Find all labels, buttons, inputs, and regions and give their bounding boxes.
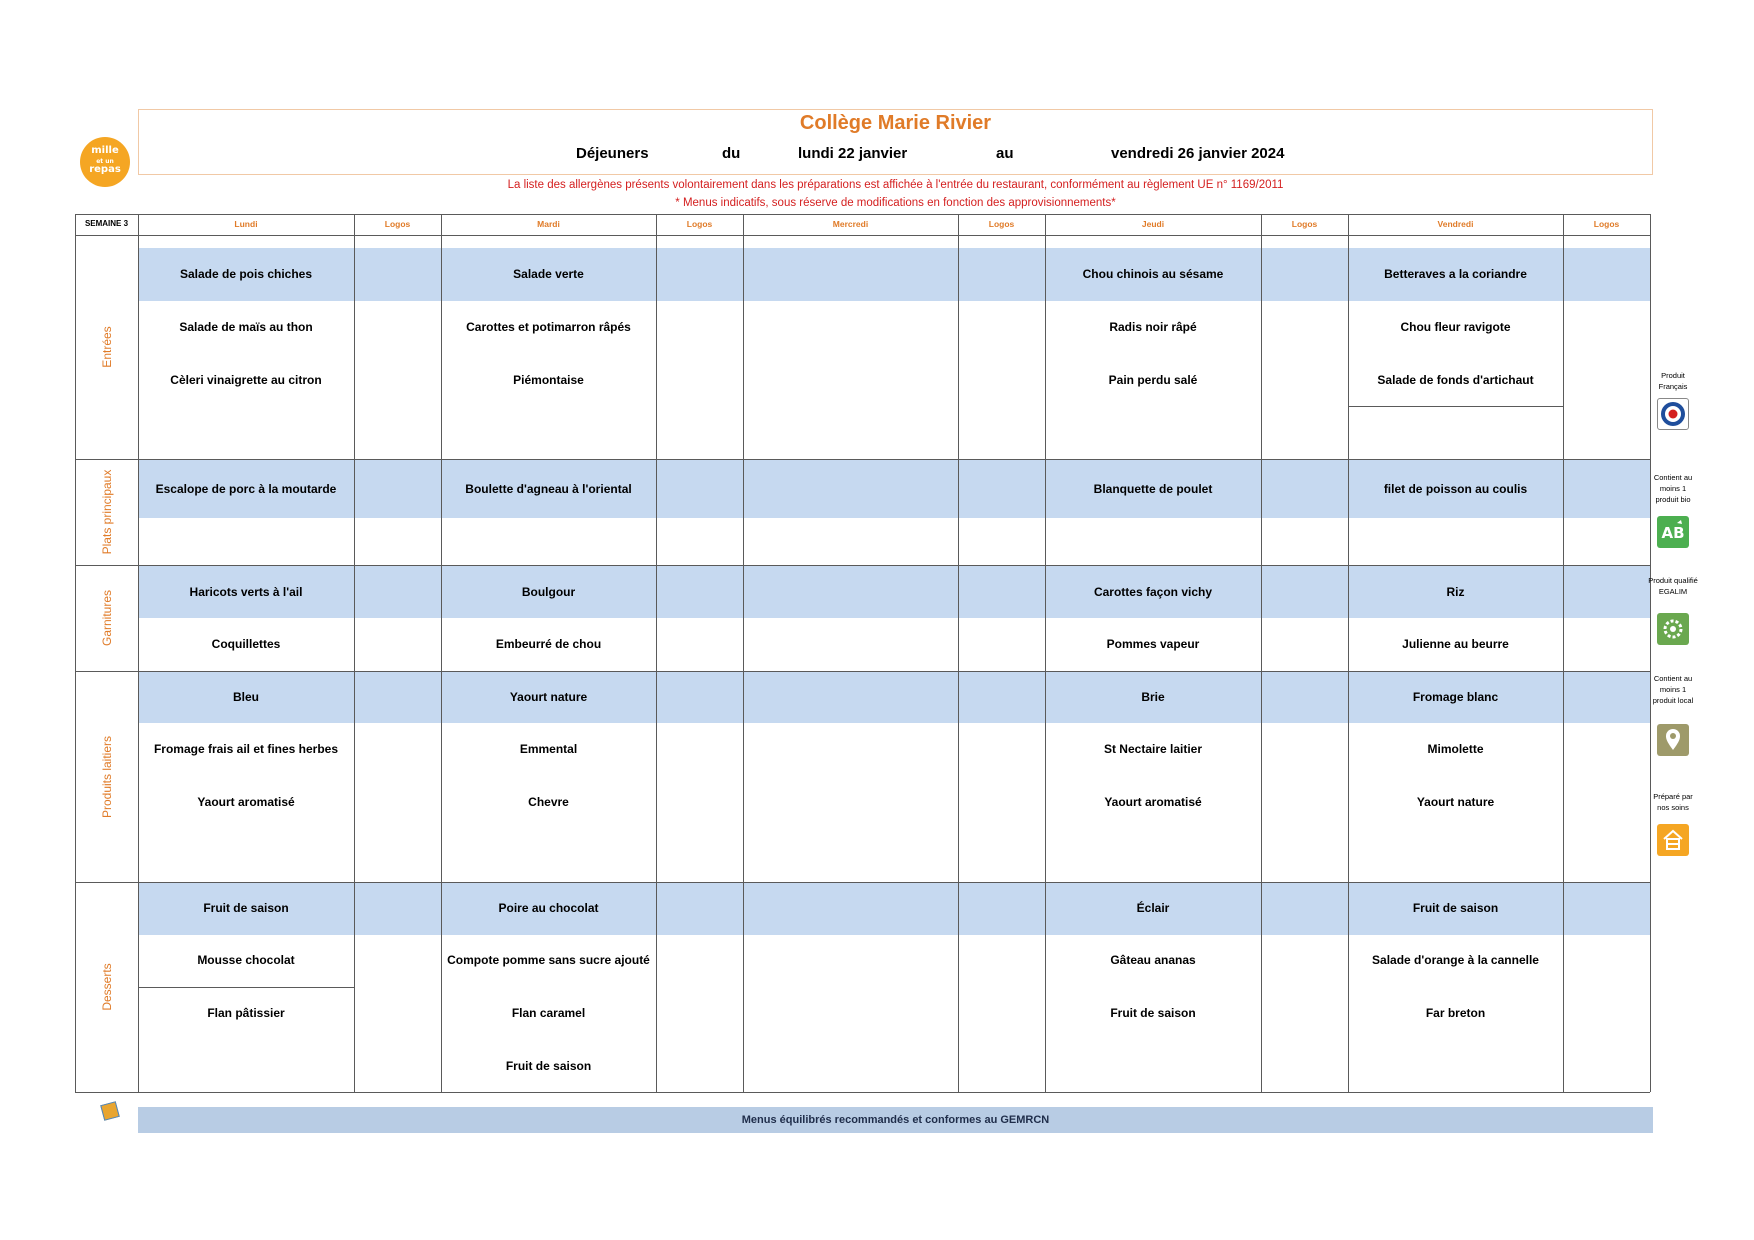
legend-label: Produit Français <box>1658 371 1688 391</box>
menu-item-vendredi-entrees: Chou fleur ravigote <box>1400 320 1511 334</box>
logo-line-1: mille <box>91 145 119 156</box>
menu-item-lundi-desserts: Flan pâtissier <box>207 1006 285 1020</box>
menu-item-vendredi-garnitures: Julienne au beurre <box>1402 637 1509 651</box>
logos-header-mardi: Logos <box>686 219 713 229</box>
grid-line-horizontal <box>75 214 1650 215</box>
menu-item-vendredi-garnitures: Riz <box>1446 585 1465 599</box>
menu-item-jeudi-desserts: Fruit de saison <box>1110 1006 1196 1020</box>
menu-item-jeudi-laitiers: Yaourt aromatisé <box>1104 795 1202 809</box>
grid-line-vertical <box>656 214 657 1092</box>
grid-line-vertical <box>743 214 744 1092</box>
menu-item-mardi-laitiers: Emmental <box>519 742 578 756</box>
menu-item-mardi-desserts: Fruit de saison <box>505 1059 592 1073</box>
menu-item-lundi-desserts: Mousse chocolat <box>197 953 295 967</box>
menu-item-mardi-desserts: Compote pomme sans sucre ajouté <box>447 953 650 967</box>
menu-item-vendredi-desserts: Far breton <box>1425 1006 1486 1020</box>
logos-header-lundi: Logos <box>384 219 411 229</box>
grid-line-horizontal <box>75 1092 1650 1093</box>
menu-item-jeudi-garnitures: Carottes façon vichy <box>1093 585 1213 599</box>
roundel-icon <box>1657 398 1689 430</box>
menu-item-vendredi-desserts: Salade d'orange à la cannelle <box>1372 953 1539 967</box>
menu-item-vendredi-plats: filet de poisson au coulis <box>1383 482 1528 496</box>
menu-item-lundi-plats: Escalope de porc à la moutarde <box>155 482 337 496</box>
page-title: Collège Marie Rivier <box>799 112 992 134</box>
logo-line-3: repas <box>89 164 121 175</box>
menu-item-jeudi-desserts: Éclair <box>1136 901 1170 915</box>
day-header-vendredi: Vendredi <box>1437 219 1474 229</box>
location-pin-icon <box>1657 724 1689 756</box>
grid-line-partial <box>138 987 354 988</box>
menu-item-lundi-garnitures: Haricots verts à l'ail <box>189 585 303 599</box>
logos-header-jeudi: Logos <box>1291 219 1318 229</box>
category-label-entrees: Entrées <box>99 326 114 368</box>
menu-item-lundi-entrees: Salade de pois chiches <box>179 267 313 281</box>
to-word: au <box>996 145 1014 162</box>
menu-item-mardi-entrees: Salade verte <box>513 267 584 281</box>
menu-item-jeudi-laitiers: Brie <box>1141 690 1165 704</box>
logos-header-mercredi: Logos <box>988 219 1015 229</box>
meal-label: Déjeuners <box>576 145 649 162</box>
grid-line-vertical <box>1261 214 1262 1092</box>
grid-line-vertical <box>958 214 959 1092</box>
grid-line-partial <box>1348 406 1563 407</box>
end-date: vendredi 26 janvier 2024 <box>1111 145 1285 162</box>
menu-item-vendredi-desserts: Fruit de saison <box>1412 901 1499 915</box>
menu-item-mardi-laitiers: Yaourt nature <box>509 690 588 704</box>
menu-item-mardi-desserts: Flan caramel <box>511 1006 586 1020</box>
menu-item-lundi-laitiers: Yaourt aromatisé <box>197 795 295 809</box>
svg-text:AB: AB <box>1661 524 1685 542</box>
menu-item-jeudi-desserts: Gâteau ananas <box>1110 953 1196 967</box>
day-header-mardi: Mardi <box>537 219 560 229</box>
menu-item-jeudi-entrees: Pain perdu salé <box>1108 373 1198 387</box>
menu-item-vendredi-entrees: Salade de fonds d'artichaut <box>1377 373 1534 387</box>
menu-item-jeudi-garnitures: Pommes vapeur <box>1106 637 1200 651</box>
day-header-jeudi: Jeudi <box>1141 219 1165 229</box>
menu-item-lundi-garnitures: Coquillettes <box>211 637 281 651</box>
menu-item-mardi-laitiers: Chevre <box>528 795 569 809</box>
logo-line-2: et un <box>96 158 114 165</box>
house-icon <box>1657 824 1689 856</box>
category-label-laitiers: Produits laitiers <box>99 735 114 818</box>
menu-item-mardi-garnitures: Boulgour <box>521 585 576 599</box>
day-header-mercredi: Mercredi <box>832 219 869 229</box>
menu-item-mardi-garnitures: Embeurré de chou <box>495 637 602 651</box>
menu-item-jeudi-entrees: Radis noir râpé <box>1109 320 1197 334</box>
logos-header-vendredi: Logos <box>1593 219 1620 229</box>
grid-line-vertical <box>75 214 76 1092</box>
ab-bio-icon <box>1657 516 1689 548</box>
grid-line-horizontal <box>75 565 1650 566</box>
menu-item-lundi-entrees: Salade de maïs au thon <box>179 320 313 334</box>
menu-item-lundi-entrees: Cèleri vinaigrette au citron <box>170 373 322 387</box>
menu-item-vendredi-laitiers: Yaourt nature <box>1416 795 1495 809</box>
menu-item-mardi-entrees: Piémontaise <box>513 373 584 387</box>
menu-item-vendredi-laitiers: Mimolette <box>1427 742 1484 756</box>
category-label-garnitures: Garnitures <box>99 589 114 647</box>
menu-item-lundi-laitiers: Fromage frais ail et fines herbes <box>153 742 339 756</box>
menus-notice: * Menus indicatifs, sous réserve de modifications en fonction des approvisionnements* <box>675 197 1116 209</box>
day-header-lundi: Lundi <box>234 219 258 229</box>
grid-line-horizontal <box>75 235 1650 236</box>
menu-item-lundi-desserts: Fruit de saison <box>203 901 289 915</box>
grid-line-horizontal <box>75 671 1650 672</box>
grid-line-vertical <box>1563 214 1564 1092</box>
category-label-desserts: Desserts <box>99 963 114 1011</box>
grid-line-vertical <box>354 214 355 1092</box>
menu-item-mardi-desserts: Poire au chocolat <box>498 901 599 915</box>
category-label-plats: Plats principaux <box>99 469 114 555</box>
legend-label: Produit qualifié EGALIM <box>1648 576 1698 596</box>
egalim-icon <box>1657 613 1689 645</box>
legend-label: Préparé par nos soins <box>1653 792 1693 812</box>
menu-item-jeudi-entrees: Chou chinois au sésame <box>1082 267 1224 281</box>
legend-label: Contient au moins 1 produit local <box>1652 674 1694 705</box>
grid-line-horizontal <box>75 459 1650 460</box>
menu-item-mardi-entrees: Carottes et potimarron râpés <box>466 320 631 334</box>
menu-item-mardi-plats: Boulette d'agneau à l'oriental <box>465 482 632 496</box>
allergen-notice: La liste des allergènes présents volontairement dans les préparations est affichée à l'entrée du restaurant, conformément au règlement UE n° 1169/2011 <box>507 179 1284 191</box>
menu-item-lundi-laitiers: Bleu <box>232 690 259 704</box>
grid-line-horizontal <box>75 882 1650 883</box>
footer-text: Menus équilibrés recommandés et conformes au GEMRCN <box>741 1114 1050 1126</box>
from-word: du <box>722 145 741 162</box>
start-date: lundi 22 janvier <box>798 145 908 162</box>
legend-label: Contient au moins 1 produit bio <box>1653 473 1693 504</box>
menu-item-jeudi-laitiers: St Nectaire laitier <box>1103 742 1203 756</box>
week-label: SEMAINE 3 <box>84 219 129 228</box>
menu-item-vendredi-laitiers: Fromage blanc <box>1412 690 1499 704</box>
menu-item-jeudi-plats: Blanquette de poulet <box>1093 482 1213 496</box>
menu-item-vendredi-entrees: Betteraves a la coriandre <box>1384 267 1527 281</box>
